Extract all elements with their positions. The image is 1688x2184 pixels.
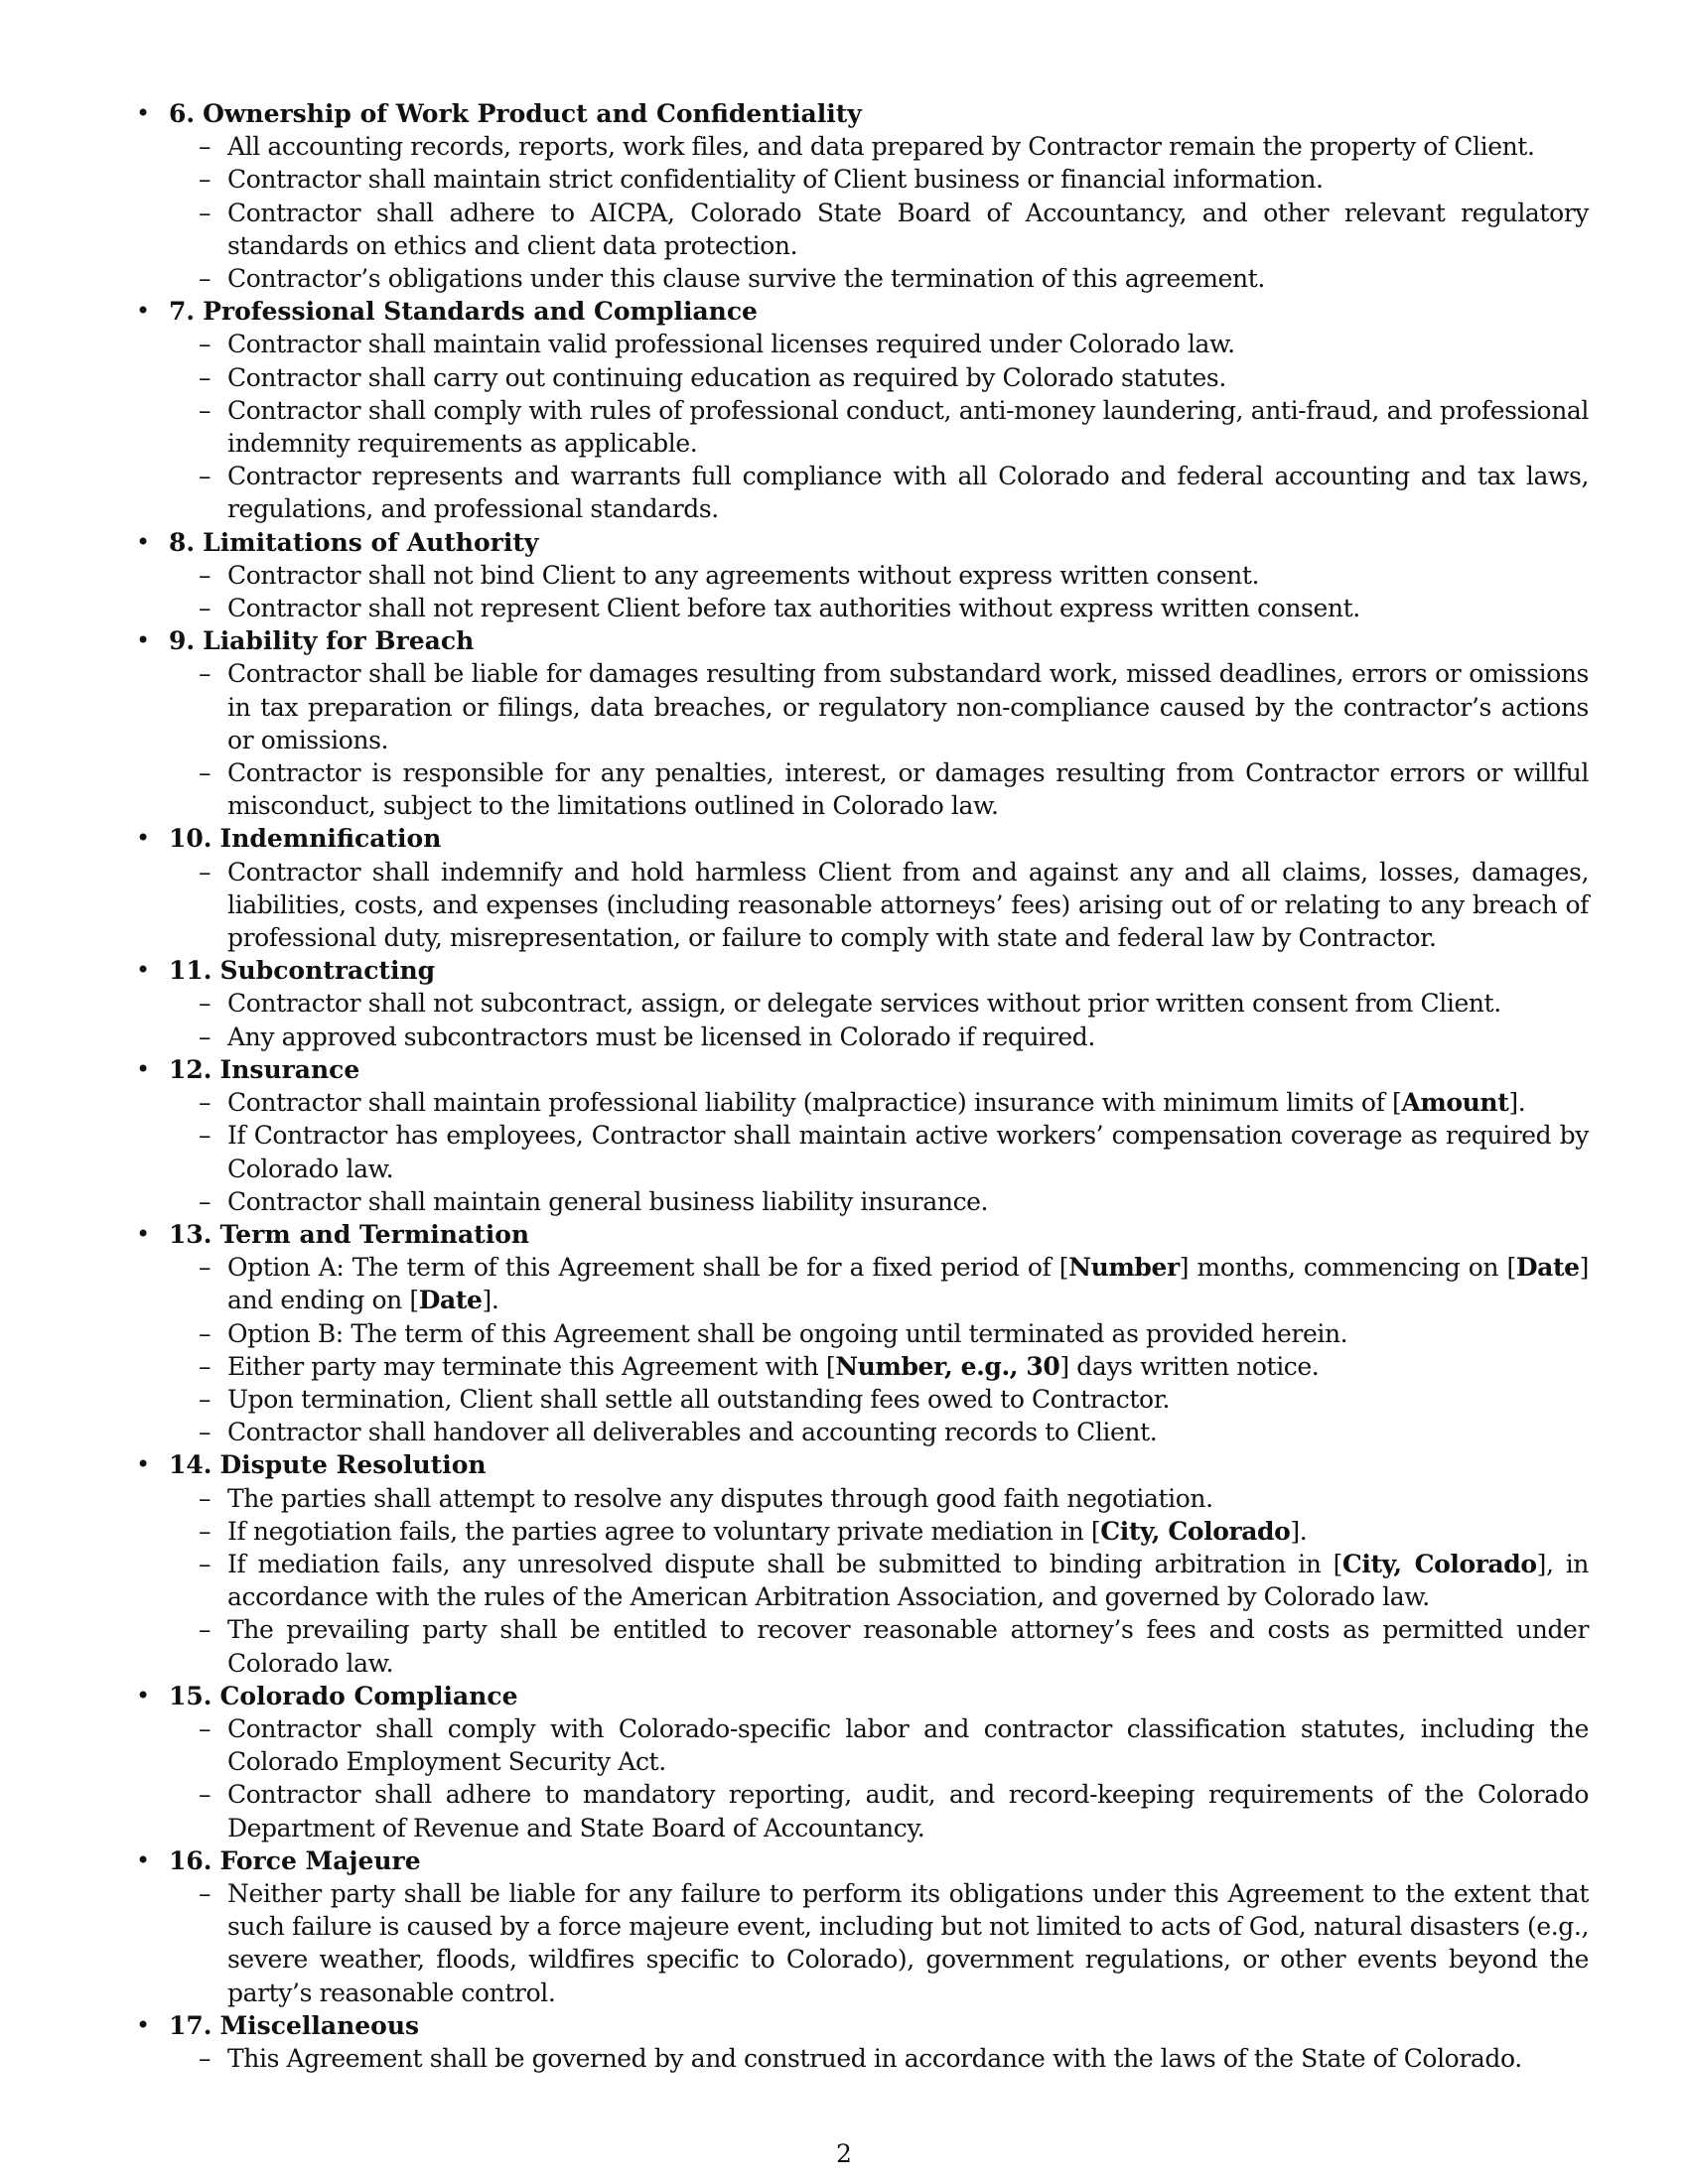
section-number: 13. — [169, 1219, 212, 1249]
clause-text: ] and ending on [ — [227, 1253, 1589, 1315]
clause-item — [169, 856, 1589, 955]
clause-item — [169, 657, 1589, 756]
clause-item — [169, 2042, 1589, 2075]
placeholder-field: Date — [418, 1286, 483, 1315]
clause-list — [169, 1086, 1589, 1218]
section-title: Insurance — [219, 1054, 360, 1084]
section-number: 6. — [169, 99, 196, 128]
clause-list — [169, 2042, 1589, 2075]
clause-list — [169, 1482, 1589, 1680]
placeholder-field: Amount — [1401, 1088, 1509, 1118]
section-list — [132, 97, 1589, 2075]
clause-text: Any approved subcontractors must be licensed in Colorado if required. — [227, 1022, 1095, 1051]
clause-item — [169, 1712, 1589, 1778]
section-number: 10. — [169, 824, 212, 854]
section-17 — [132, 2009, 1589, 2075]
clause-item — [169, 1383, 1589, 1416]
clause-text: ], in accordance with the rules of the American Arbitration Association, and governed by Colorado law. — [227, 1549, 1590, 1612]
section-13 — [132, 1218, 1589, 1448]
clause-text: ] days written notice. — [1059, 1351, 1320, 1381]
clause-text: ]. — [1290, 1516, 1308, 1546]
section-number: 17. — [169, 2010, 212, 2040]
section-title: Professional Standards and Compliance — [203, 297, 758, 327]
section-heading — [169, 2009, 1589, 2042]
clause-text: Contractor shall adhere to mandatory reporting, audit, and record-keeping requirements of the Colorado Department of Revenue and State Board of Accountancy. — [227, 1780, 1589, 1843]
clause-text: This Agreement shall be governed by and construed in accordance with the laws of the State of Colorado. — [227, 2043, 1522, 2073]
clause-text: Contractor shall maintain professional liability (malpractice) insurance with minimum limits of [ — [227, 1088, 1402, 1118]
clause-item — [169, 1251, 1589, 1316]
clause-text: Neither party shall be liable for any failure to perform its obligations under this Agreement to the extent that such failure is caused by a force majeure event, including but not limited to acts of God, natural disasters (e.g., severe weather, floods, wildfires specific to Colorado), government regulations, or other events beyond the party’s reasonable control. — [227, 1878, 1589, 2007]
section-7 — [132, 295, 1589, 525]
section-heading — [169, 1680, 1589, 1712]
clause-item — [169, 1548, 1589, 1613]
section-6 — [132, 97, 1589, 295]
section-number: 11. — [169, 956, 212, 986]
clause-item — [169, 130, 1589, 163]
section-heading — [169, 295, 1589, 328]
clause-item — [169, 1086, 1589, 1119]
section-title: Miscellaneous — [219, 2010, 420, 2040]
clause-text: The parties shall attempt to resolve any disputes through good faith negotiation. — [227, 1483, 1213, 1513]
clause-text: Contractor shall maintain valid professional licenses required under Colorado law. — [227, 330, 1235, 359]
clause-item — [169, 262, 1589, 295]
section-heading — [169, 1448, 1589, 1481]
section-title: Limitations of Authority — [203, 527, 539, 557]
clause-list — [169, 987, 1589, 1052]
clause-list — [169, 1251, 1589, 1448]
clause-list — [169, 1877, 1589, 2009]
clause-text: Contractor shall be liable for damages resulting from substandard work, missed deadlines, errors or omissions in tax preparation or filings, data breaches, or regulatory non-compliance caused by the contractor’s actions or omissions. — [227, 659, 1589, 754]
clause-text: All accounting records, reports, work files, and data prepared by Contractor remain the property of Client. — [227, 132, 1535, 162]
agreement-body — [132, 97, 1589, 2075]
clause-text: If negotiation fails, the parties agree to voluntary private mediation in [ — [227, 1516, 1101, 1546]
clause-text: Contractor shall not represent Client before tax authorities without express written consent. — [227, 594, 1360, 623]
clause-item — [169, 1515, 1589, 1548]
section-heading — [169, 97, 1589, 130]
clause-text: Contractor shall not bind Client to any agreements without express written consent. — [227, 560, 1260, 590]
section-heading — [169, 624, 1589, 657]
clause-text: If mediation fails, any unresolved dispute shall be submitted to binding arbitration in [ — [227, 1549, 1342, 1578]
section-title: Force Majeure — [219, 1845, 421, 1875]
section-number: 16. — [169, 1845, 212, 1875]
section-15 — [132, 1680, 1589, 1844]
clause-text: Contractor’s obligations under this clause survive the termination of this agreement. — [227, 264, 1265, 294]
section-8 — [132, 526, 1589, 625]
clause-text: Contractor shall adhere to AICPA, Colorado State Board of Accountancy, and other relevant regulatory standards on ethics and client data protection. — [227, 198, 1589, 260]
clause-list — [169, 328, 1589, 525]
clause-item — [169, 1416, 1589, 1448]
clause-item — [169, 328, 1589, 360]
section-number: 12. — [169, 1054, 212, 1084]
clause-item — [169, 1877, 1589, 2009]
clause-item — [169, 1350, 1589, 1383]
clause-text: Contractor shall carry out continuing education as required by Colorado statutes. — [227, 362, 1226, 392]
clause-text: Either party may terminate this Agreement with [ — [227, 1351, 836, 1381]
section-title: Colorado Compliance — [219, 1681, 518, 1710]
clause-text: Contractor shall handover all deliverables and accounting records to Client. — [227, 1418, 1158, 1447]
clause-item — [169, 1778, 1589, 1843]
placeholder-field: City, Colorado — [1100, 1516, 1291, 1546]
clause-list — [169, 1712, 1589, 1844]
section-number: 15. — [169, 1681, 212, 1710]
placeholder-field: City, Colorado — [1341, 1549, 1537, 1578]
section-number: 14. — [169, 1450, 212, 1480]
section-title: Liability for Breach — [203, 626, 475, 656]
section-number: 8. — [169, 527, 196, 557]
section-heading — [169, 1053, 1589, 1086]
clause-text: ]. — [1508, 1088, 1526, 1118]
clause-list — [169, 856, 1589, 955]
section-9 — [132, 624, 1589, 822]
section-title: Term and Termination — [219, 1219, 530, 1249]
section-title: Dispute Resolution — [219, 1450, 487, 1480]
section-heading — [169, 1844, 1589, 1877]
clause-text: The prevailing party shall be entitled to recover reasonable attorney’s fees and costs as permitted under Colorado law. — [227, 1615, 1589, 1678]
section-heading — [169, 526, 1589, 559]
clause-text: Contractor shall indemnify and hold harmless Client from and against any and all claims, losses, damages, liabilities, costs, and expenses (including reasonable attorneys’ fees) arising out of or relating to any breach of professional duty, misrepresentation, or failure to comply with state and federal law by Contractor. — [227, 857, 1589, 953]
section-14 — [132, 1448, 1589, 1679]
clause-text: Contractor shall maintain strict confidentiality of Client business or financial information. — [227, 165, 1324, 195]
section-10 — [132, 822, 1589, 954]
section-title: Subcontracting — [219, 956, 436, 986]
clause-text: If Contractor has employees, Contractor shall maintain active workers’ compensation coverage as required by Colorado law. — [227, 1121, 1589, 1183]
section-heading — [169, 954, 1589, 987]
clause-item — [169, 592, 1589, 624]
page-number: 2 — [836, 2139, 852, 2168]
placeholder-field: Number, e.g., 30 — [835, 1351, 1060, 1381]
clause-text: ]. — [482, 1286, 499, 1315]
clause-text: Contractor shall comply with Colorado-specific labor and contractor classification statutes, including the Colorado Employment Security Act. — [227, 1713, 1589, 1777]
clause-item — [169, 756, 1589, 822]
clause-list — [169, 559, 1589, 624]
clause-item — [169, 987, 1589, 1020]
clause-text: Contractor is responsible for any penalties, interest, or damages resulting from Contractor errors or willful misconduct, subject to the limitations outlined in Colorado law. — [227, 758, 1589, 821]
placeholder-field: Date — [1515, 1253, 1580, 1283]
clause-item — [169, 1317, 1589, 1350]
clause-text: Contractor represents and warrants full compliance with all Colorado and federal accounting and tax laws, regulations, and professional standards. — [227, 462, 1589, 524]
clause-list — [169, 657, 1589, 822]
clause-text: Contractor shall comply with rules of professional conduct, anti-money laundering, anti-fraud, and professional indemnity requirements as applicable. — [227, 395, 1589, 459]
clause-item — [169, 1613, 1589, 1679]
placeholder-field: Number — [1068, 1253, 1180, 1283]
section-title: Indemnification — [219, 824, 442, 854]
clause-text: Upon termination, Client shall settle all outstanding fees owed to Contractor. — [227, 1384, 1171, 1414]
section-heading — [169, 822, 1589, 855]
clause-item — [169, 197, 1589, 262]
clause-text: ] months, commencing on [ — [1179, 1253, 1516, 1283]
clause-text: Contractor shall maintain general business liability insurance. — [227, 1186, 989, 1216]
section-16 — [132, 1844, 1589, 2009]
clause-item — [169, 460, 1589, 525]
clause-item — [169, 1482, 1589, 1515]
clause-text: Option B: The term of this Agreement shall be ongoing until terminated as provided herein. — [227, 1318, 1348, 1348]
section-title: Ownership of Work Product and Confidentiality — [203, 99, 862, 128]
section-number: 7. — [169, 297, 196, 327]
clause-item — [169, 361, 1589, 394]
section-11 — [132, 954, 1589, 1053]
clause-item — [169, 1185, 1589, 1218]
clause-item — [169, 163, 1589, 196]
clause-list — [169, 130, 1589, 295]
clause-item — [169, 1119, 1589, 1184]
clause-item — [169, 1021, 1589, 1053]
clause-text: Option A: The term of this Agreement shall be for a fixed period of [ — [227, 1253, 1069, 1283]
clause-text: Contractor shall not subcontract, assign, or delegate services without prior written consent from Client. — [227, 989, 1501, 1019]
clause-item — [169, 559, 1589, 592]
section-12 — [132, 1053, 1589, 1218]
section-heading — [169, 1218, 1589, 1251]
section-number: 9. — [169, 626, 196, 656]
clause-item — [169, 394, 1589, 460]
